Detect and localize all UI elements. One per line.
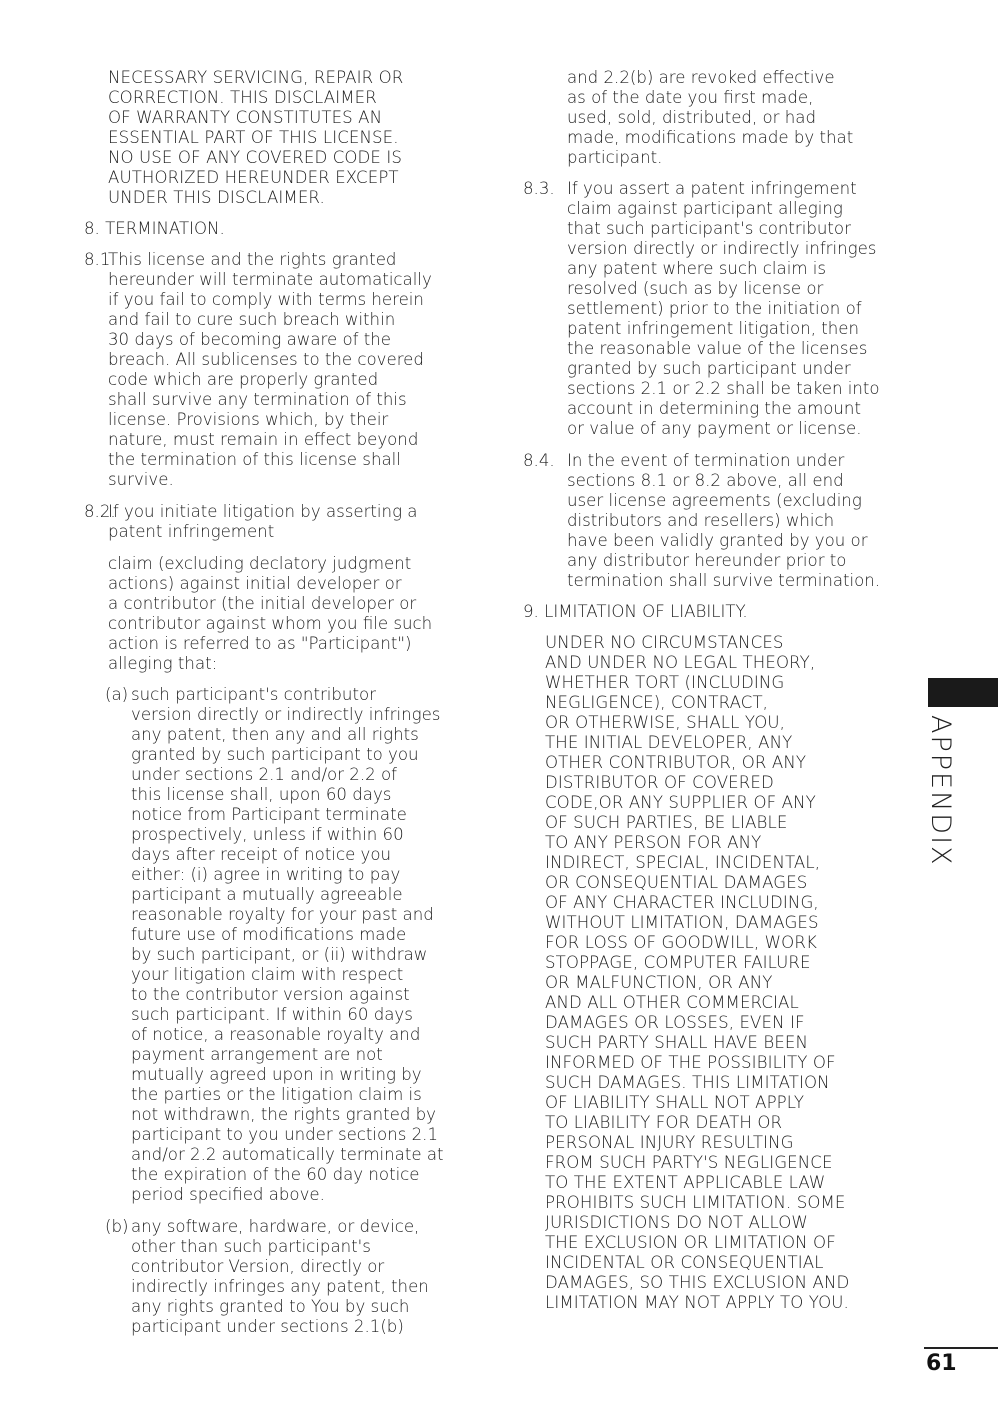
section-8-3-text: If you assert a patent infringement claim against participant alleging that such participant's contributor version directly or indirectly infringes any patent where such claim is resolved (such as by license or settlement) prior to the initiation of patent infringement litigation, then the reasonable value of the licenses granted by such participant under sections 2.1 or 2.2 shall be taken into account in determining the amount or value of any payment or license. (567, 179, 880, 438)
section-8-2-continuation: claim (excluding declatory judgment actions) against initial developer or a contributor (the initial developer or contributor against whom you file such action is referred to as "Participant") alleging that: (108, 554, 433, 673)
clause-a (105, 685, 521, 1205)
section-8-2 (84, 502, 518, 542)
page-number-rule (924, 1347, 998, 1349)
clause-a-marker: (a) (105, 685, 129, 704)
disclaimer-continuation: NECESSARY SERVICING, REPAIR OR CORRECTION. THIS DISCLAIMER OF WARRANTY CONSTITUTES AN ESSENTIAL PART OF THIS LICENSE. NO USE OF ANY COVERED CODE IS AUTHORIZED HEREUNDER EXCEPT UNDER THIS DISCLAIMER. (108, 68, 404, 207)
appendix-tab-marker (928, 678, 998, 707)
clause-b (105, 1217, 521, 1337)
clause-b-continuation: and 2.2(b) are revoked effective as of the date you first made, used, sold, distributed, or had made, modifications made by that participant. (567, 68, 854, 167)
section-8-1-text: This license and the rights granted hereunder will terminate automatically if you fail to comply with terms herein and fail to cure such breach within 30 days of becoming aware of the breach. All sublicenses to the covered code which are properly granted shall survive any termination of this license. Provisions which, by their nature, must remain in effect beyond the termination of this license shall survive. (108, 250, 432, 489)
section-9-heading: 9. LIMITATION OF LIABILITY. (523, 602, 748, 621)
section-8-4-text: In the event of termination under sections 8.1 or 8.2 above, all end user license agreements (excluding distributors and resellers) which have been validly granted by you or any distributor hereunder prior to termination shall survive termination. (567, 451, 881, 590)
section-9-text: UNDER NO CIRCUMSTANCES AND UNDER NO LEGAL THEORY, WHETHER TORT (INCLUDING NEGLIGENCE), CONTRACT, OR OTHERWISE, SHALL YOU, THE INITIAL DEVELOPER, ANY OTHER CONTRIBUTOR, OR ANY DISTRIBUTOR OF COVERED CODE,OR ANY SUPPLIER OF ANY OF SUCH PARTIES, BE LIABLE TO ANY PERSON FOR ANY INDIRECT, SPECIAL, INCIDENTAL, OR CONSEQUENTIAL DAMAGES OF ANY CHARACTER INCLUDING, WITHOUT LIMITATION, DAMAGES FOR LOSS OF GOODWILL, WORK STOPPAGE, COMPUTER FAILURE OR MALFUNCTION, OR ANY AND ALL OTHER COMMERCIAL DAMAGES OR LOSSES, EVEN IF SUCH PARTY SHALL HAVE BEEN INFORMED OF THE POSSIBILITY OF SUCH DAMAGES. THIS LIMITATION OF LIABILITY SHALL NOT APPLY TO LIABILITY FOR DEATH OR PERSONAL INJURY RESULTING FROM SUCH PARTY'S NEGLIGENCE TO THE EXTENT APPLICABLE LAW PROHIBITS SUCH LIMITATION. SOME JURISDICTIONS DO NOT ALLOW THE EXCLUSION OR LIMITATION OF INCIDENTAL OR CONSEQUENTIAL DAMAGES, SO THIS EXCLUSION AND LIMITATION MAY NOT APPLY TO YOU. (545, 633, 850, 1312)
section-8-1 (84, 250, 518, 490)
clause-b-marker: (b) (105, 1217, 129, 1236)
section-8-2-text: If you initiate litigation by asserting a patent infringement (108, 502, 418, 541)
section-8-3-number: 8.3. (523, 179, 555, 198)
section-8-1-number: 8.1. (84, 250, 116, 269)
page-number: 61 (926, 1351, 957, 1376)
section-8-2-number: 8.2. (84, 502, 116, 521)
section-8-3 (523, 179, 967, 439)
section-8-heading: 8. TERMINATION. (84, 219, 225, 238)
clause-b-text: any software, hardware, or device, other than such participant's contributor Version, directly or indirectly infringes any patent, then any rights granted to You by such participant under sections 2.1(b) (131, 1217, 429, 1336)
section-8-4 (523, 451, 967, 591)
section-8-4-number: 8.4. (523, 451, 555, 470)
clause-a-text: such participant's contributor version directly or indirectly infringes any patent, then any and all rights granted by such participant to you under sections 2.1 and/or 2.2 of this license shall, upon 60 days notice from Participant terminate prospectively, unless if within 60 days after receipt of notice you either: (i) agree in writing to pay participant a mutually agreeable reasonable royalty for your past and future use of modifications made by such participant, or (ii) withdraw your litigation claim with respect to the contributor version against such participant. If within 60 days of notice, a reasonable royalty and payment arrangement are not mutually agreed upon in writing by the parties or the litigation claim is not withdrawn, the rights granted by participant to you under sections 2.1 and/or 2.2 automatically terminate at the expiration of the 60 day notice period specified above. (131, 685, 444, 1204)
appendix-tab-label: APPENDIX (925, 715, 956, 867)
